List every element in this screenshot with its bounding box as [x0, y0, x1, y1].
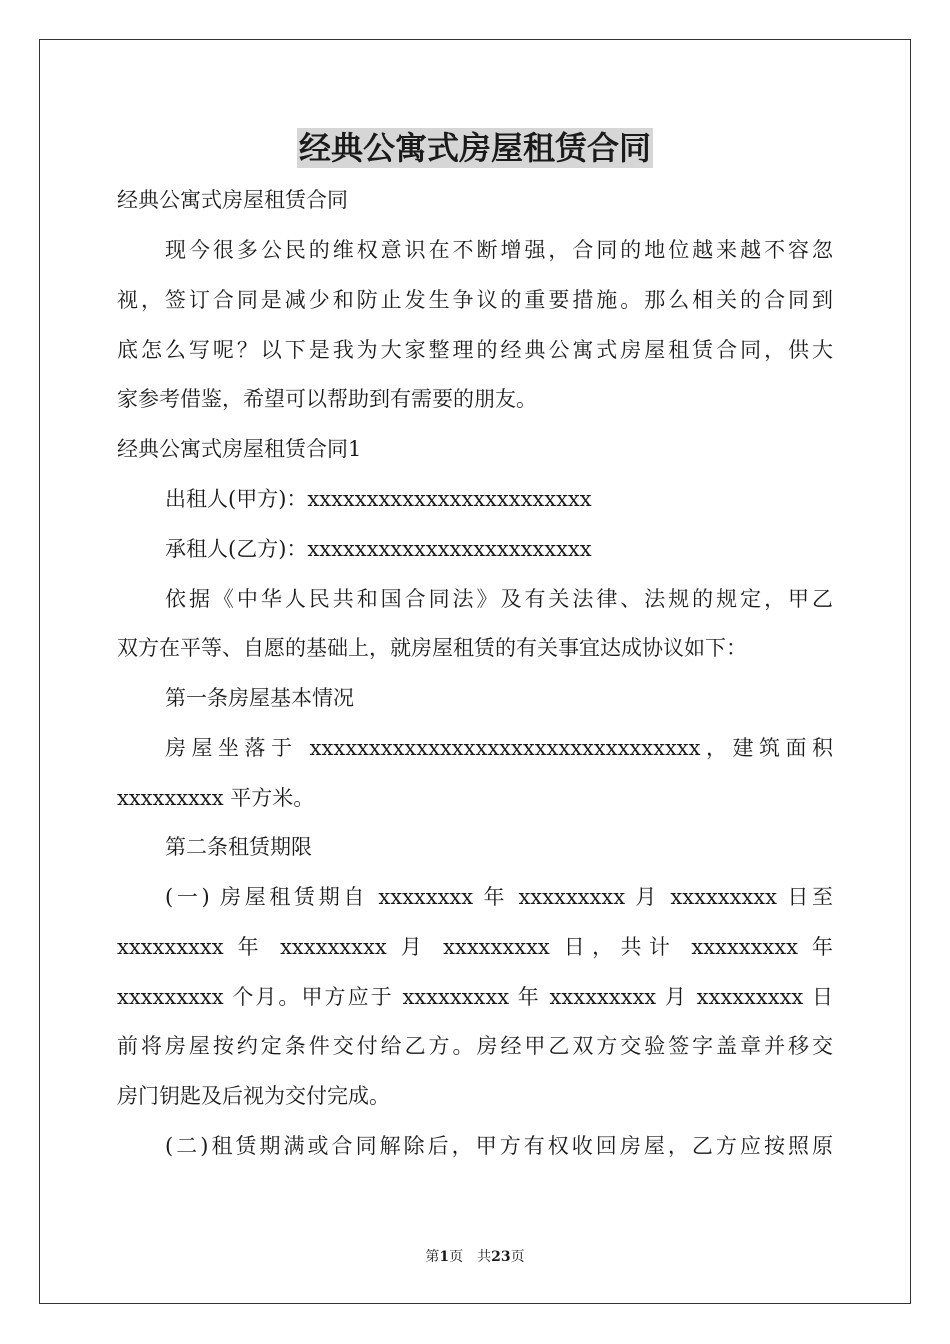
title-wrap: [0, 128, 950, 168]
paragraph-line: 双方在平等、自愿的基础上，就房屋租赁的有关事宜达成协议如下：: [117, 636, 747, 660]
footer-suffix: 页: [510, 1249, 525, 1265]
footer-mid: 页 共: [449, 1249, 492, 1265]
lessor-line: 出租人(甲方)：xxxxxxxxxxxxxxxxxxxxxxxx: [165, 487, 592, 511]
paragraph-line: 依据《中华人民共和国合同法》及有关法律、法规的规定，甲乙: [165, 587, 833, 611]
paragraph-line: xxxxxxxxx 个月。甲方应于 xxxxxxxxx 年 xxxxxxxxx 月 xxxxxxxxx 日: [117, 985, 833, 1009]
paragraph-line: 底怎么写呢？以下是我为大家整理的经典公寓式房屋租赁合同，供大: [117, 338, 833, 362]
footer-total-pages: 23: [491, 1249, 511, 1265]
page-border: [39, 39, 911, 1304]
document-title: 经典公寓式房屋租赁合同: [298, 129, 651, 167]
page-footer: [0, 1247, 950, 1267]
paragraph-line: 房门钥匙及后视为交付完成。: [117, 1084, 390, 1108]
paragraph-line: 家参考借鉴，希望可以帮助到有需要的朋友。: [117, 387, 537, 411]
paragraph-line: (一) 房屋租赁期自 xxxxxxxx 年 xxxxxxxxx 月 xxxxxxxxx 日至: [165, 885, 833, 909]
paragraph-line: 视，签订合同是减少和防止发生争议的重要措施。那么相关的合同到: [117, 288, 833, 312]
paragraph-line: (二)租赁期满或合同解除后，甲方有权收回房屋，乙方应按照原: [165, 1134, 833, 1158]
paragraph-line: 房屋坐落于 xxxxxxxxxxxxxxxxxxxxxxxxxxxxxxxxx，建筑面积: [165, 736, 833, 760]
paragraph-line: 前将房屋按约定条件交付给乙方。房经甲乙双方交验签字盖章并移交: [117, 1034, 833, 1058]
subtitle-line: 经典公寓式房屋租赁合同: [117, 188, 348, 212]
lessee-line: 承租人(乙方)：xxxxxxxxxxxxxxxxxxxxxxxx: [165, 537, 592, 561]
paragraph-line: 现今很多公民的维权意识在不断增强，合同的地位越来越不容忽: [165, 238, 833, 262]
paragraph-line: xxxxxxxxx 平方米。: [117, 786, 315, 810]
footer-prefix: 第: [425, 1249, 440, 1265]
article-heading: 第一条房屋基本情况: [165, 686, 354, 710]
article-heading: 第二条租赁期限: [165, 835, 312, 859]
section-heading: 经典公寓式房屋租赁合同1: [117, 437, 362, 461]
paragraph-line: xxxxxxxxx 年 xxxxxxxxx 月 xxxxxxxxx 日，共计 xxxxxxxxx 年: [117, 935, 833, 959]
footer-page-number: 1: [439, 1249, 450, 1265]
